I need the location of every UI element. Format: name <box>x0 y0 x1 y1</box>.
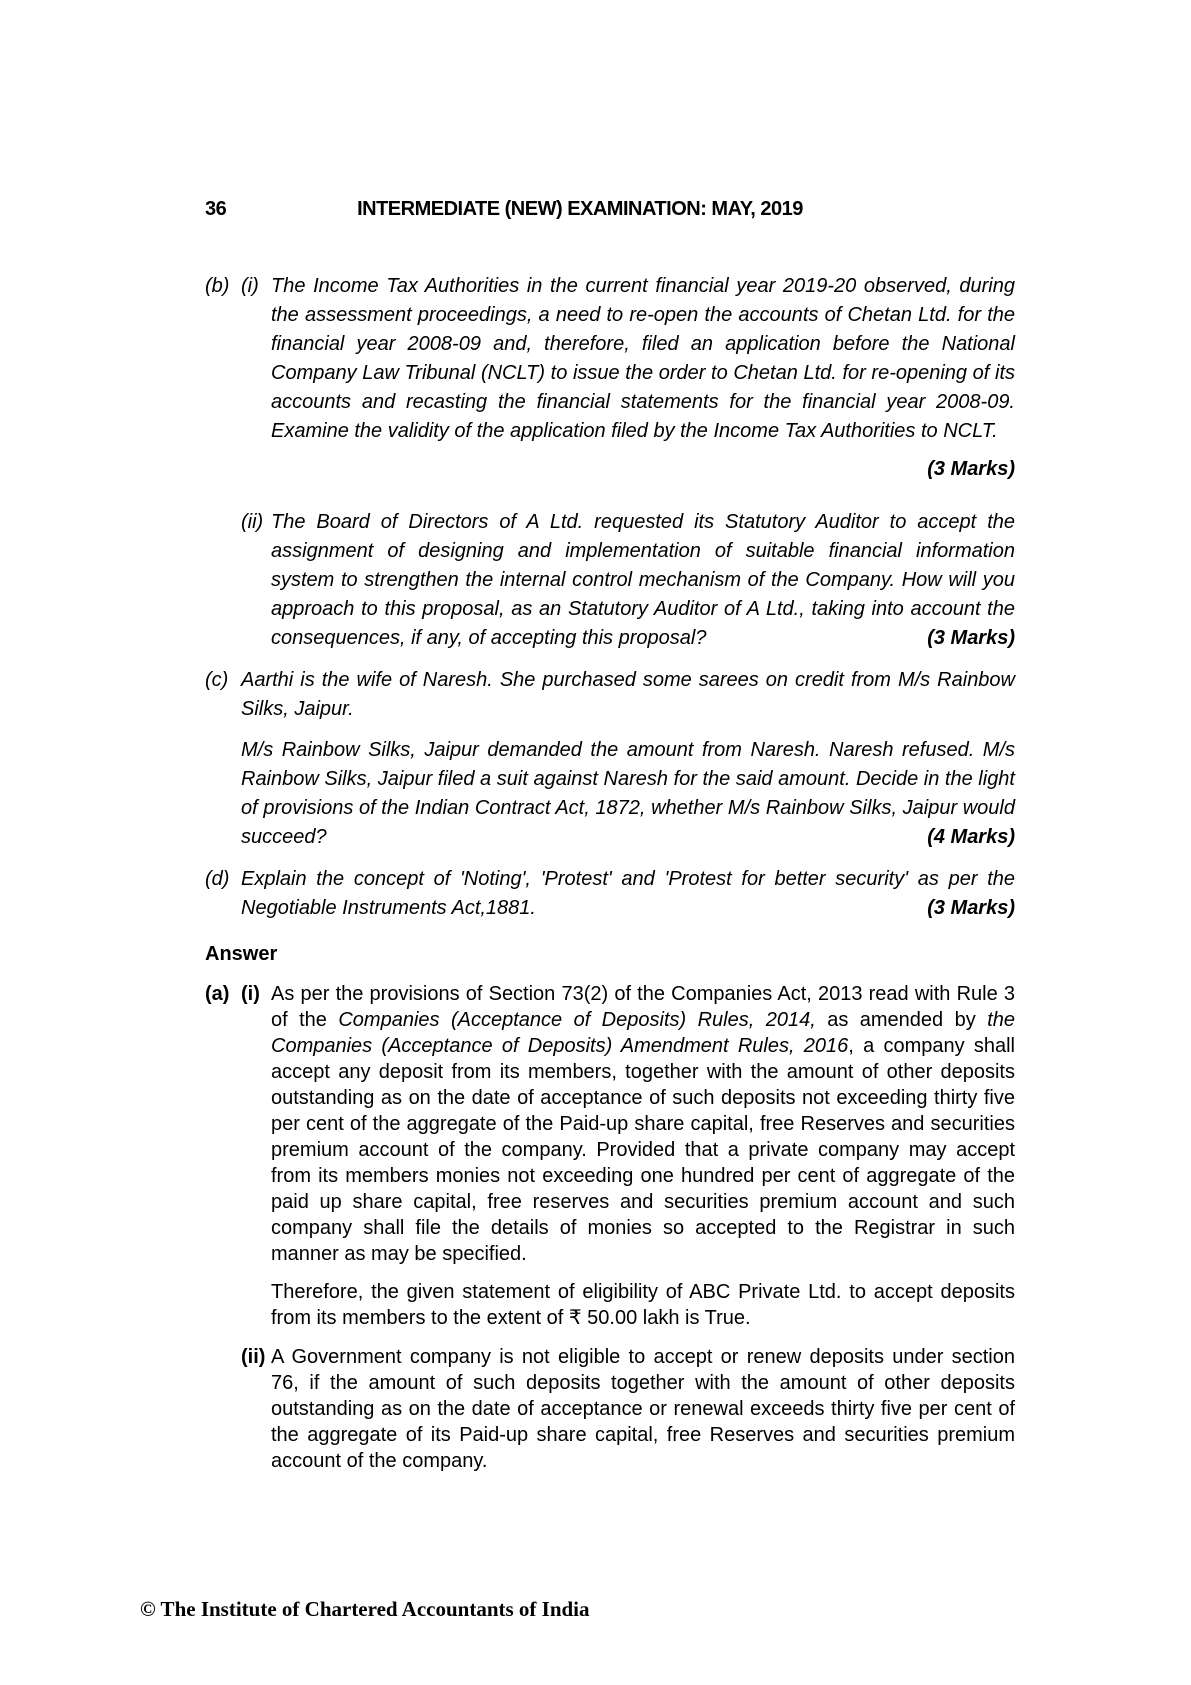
answer-a-label: (a) <box>205 983 230 1005</box>
question-b-i-marks: (3 Marks) <box>927 458 1015 480</box>
question-b-label: (b) <box>205 275 230 297</box>
answer-heading: Answer <box>205 943 278 965</box>
question-c-para1: Aarthi is the wife of Naresh. She purchased some sarees on credit from M/s Rainbow Silks, Jaipur. <box>241 669 1015 720</box>
answer-a-ii <box>205 1344 1015 1474</box>
answer-a-i-para1 <box>271 981 1015 1267</box>
question-d <box>205 865 1015 923</box>
question-b-i-label: (i) <box>241 275 259 297</box>
page-number: 36 <box>205 198 227 220</box>
answer-a-ii-text: A Government company is not eligible to accept or renew deposits under section 76, if the amount of such deposits together with the amount of other deposits outstanding as on the date of acceptance or renewal exceeds thirty five per cent of the aggregate of its Paid-up share capital, free Reserves and securities premium account of the company. <box>271 1346 1015 1472</box>
question-b-ii-body <box>271 508 1015 653</box>
answer-a-i-para2: Therefore, the given statement of eligibility of ABC Private Ltd. to accept deposits from its members to the extent of ₹ 50.00 lakh is True. <box>271 1281 1015 1329</box>
question-d-text-content: Explain the concept of 'Noting', 'Protest' and 'Protest for better security' as per the Negotiable Instruments Act,1881. <box>241 868 1015 919</box>
page-title: INTERMEDIATE (NEW) EXAMINATION: MAY, 2019 <box>357 198 803 220</box>
answer-a-i-part4-italic: the Companies (Acceptance of Deposits) Amendment Rules, 2016 <box>271 1009 1015 1057</box>
question-c-para2 <box>241 736 1015 852</box>
answer-a-i-part1: As per the provisions of Section 73(2) of the Companies Act, 2013 read with Rule 3 of the <box>271 983 1015 1031</box>
question-c-marks: (4 Marks) <box>927 826 1015 848</box>
question-b-ii-text <box>271 508 1015 653</box>
answer-a-i-part5: , a company shall accept any deposit from its members, together with the amount of other deposits outstanding as on the date of acceptance of such deposits not exceeding thirty five per cent of the aggregate of the Paid-up share capital, free Reserves and securities premium account of the company. Provided that a private company may accept from its members monies not exceeding one hundred per cent of aggregate of the paid up share capital, free reserves and securities premium account and such company shall file the details of monies so accepted to the Registrar in such manner as may be specified. <box>271 1035 1015 1265</box>
question-c-para2-content: M/s Rainbow Silks, Jaipur demanded the amount from Naresh. Naresh refused. M/s Rainbow Silks, Jaipur filed a suit against Naresh for the said amount. Decide in the light of provisions of the Indian Contract Act, 1872, whether M/s Rainbow Silks, Jaipur would succeed? <box>241 739 1015 848</box>
answer-a-i-label: (i) <box>241 983 260 1005</box>
question-b-i-text: The Income Tax Authorities in the current financial year 2019-20 observed, during the assessment proceedings, a need to re-open the accounts of Chetan Ltd. for the financial year 2008-09 and, therefore, filed an application before the National Company Law Tribunal (NCLT) to issue the order to Chetan Ltd. for re-opening of its accounts and recasting the financial statements for the financial year 2008-09. Examine the validity of the application filed by the Income Tax Authorities to NCLT. <box>271 275 1015 442</box>
answer-a-i-body <box>271 981 1015 1331</box>
question-b-ii-label: (ii) <box>241 511 264 533</box>
question-b-i-body <box>271 272 1015 495</box>
question-c-body <box>241 666 1015 852</box>
answer-a-i-part2-italic: Companies (Acceptance of Deposits) Rules, 2014, <box>338 1009 816 1031</box>
question-b-ii-text-content: The Board of Directors of A Ltd. requested its Statutory Auditor to accept the assignment of designing and implementation of suitable financial information system to strengthen the internal control mechanism of the Company. How will you approach to this proposal, as an Statutory Auditor of A Ltd., taking into account the consequences, if any, of accepting this proposal? <box>271 511 1015 649</box>
question-b-ii-marks: (3 Marks) <box>927 627 1015 649</box>
page-header <box>205 198 1015 221</box>
answer-a-ii-body <box>271 1344 1015 1474</box>
exam-content <box>205 272 1015 1487</box>
question-c-label: (c) <box>205 669 229 691</box>
question-d-label: (d) <box>205 868 230 890</box>
question-d-body <box>241 865 1015 923</box>
answer-a-i <box>205 981 1015 1331</box>
answer-a-i-part3: as amended by <box>815 1009 988 1031</box>
question-d-text <box>241 865 1015 923</box>
question-b-i <box>205 272 1015 495</box>
question-b-ii <box>205 508 1015 653</box>
question-c <box>205 666 1015 852</box>
answer-a-ii-label: (ii) <box>241 1346 266 1368</box>
question-d-marks: (3 Marks) <box>927 897 1015 919</box>
copyright-footer: © The Institute of Chartered Accountants of India <box>140 1597 590 1621</box>
